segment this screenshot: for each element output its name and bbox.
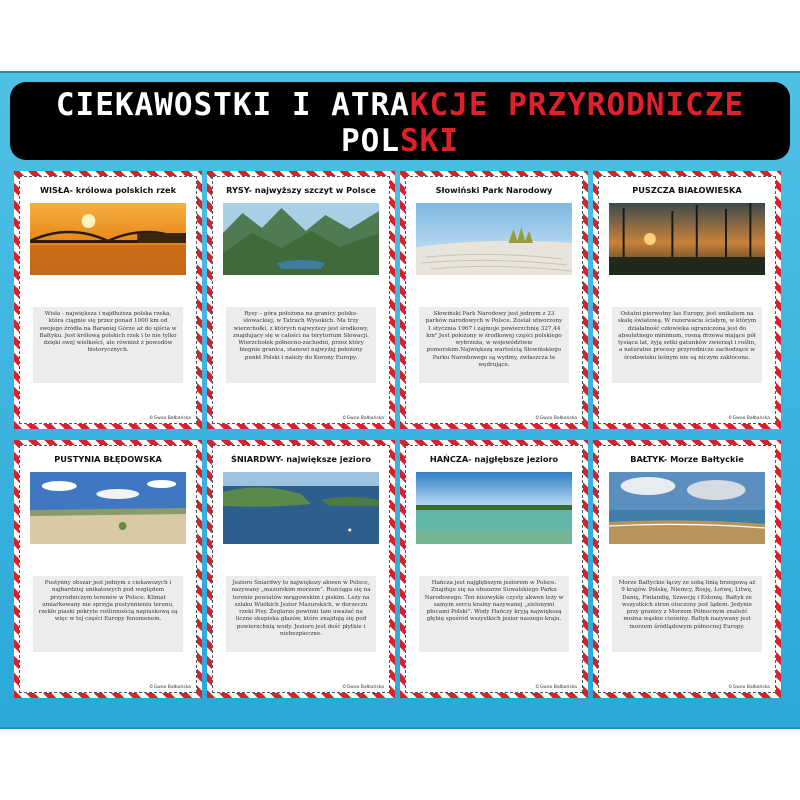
card-credit: ©Gwoo Bałbańska [728,685,770,690]
card-inner [405,445,583,693]
card-inner [19,445,197,693]
card-credit: ©Gwoo Bałbańska [535,685,577,690]
card-title: BAŁTYK- Morze Bałtyckie [630,454,744,464]
card-title: PUSTYNIA BŁĘDOWSKA [54,454,162,464]
card-title: PUSZCZA BIAŁOWIESKA [632,185,742,195]
sea-beach-clouds-photo [609,472,765,544]
card-title: RYSY- najwyższy szczyt w Polsce [226,185,376,195]
card-hancza [400,440,588,698]
card-credit: ©Gwoo Bałbańska [342,416,384,421]
card-pustynia [14,440,202,698]
card-wisla [14,171,202,429]
title-line-1-white: CIEKAWOSTKI I ATRA [55,87,410,123]
card-inner [19,176,197,424]
card-credit: ©Gwoo Bałbańska [149,416,191,421]
card-baltyk [593,440,781,698]
card-description: Jezioro Śniardwy to największy akwen w Polsce, nazywany „mazurskim morzem”. Rozciąga się na terenie powiatów mrągowskim i piskim. Leży na szlaku Wielkich Jezior Mazurskich, w dorzeczu rzeki Pisy. Żeglarze powinni tam uważać na liczne skupiska głazów, które znajdują się pod powierzchnią wody. Jezioro jest dość płytkie i niebezpieczne. [226,576,376,652]
title-line-2 [10,123,790,159]
card-inner [405,176,583,424]
card-description: Pustynny obszar jest jednym z ciekawszych i najbardziej unikatowych pod względem przyrodniczym terenów w Polsce. Klimat umiarkowany nie sprzyja pustynnieniu terenu, rzekło piaski pokryte roślinnością napiaskową są więc w tej części Europy fenomenem. [33,576,183,652]
sand-dunes-photo [416,203,572,275]
card-description: Słowiński Park Narodowy jest jednym z 23 parków narodowych w Polsce. Został utworzony 1 stycznia 1967 i zajmuje powierzchnię 327,44 km² Jest położony w środkowej części polskiego wybrzeża, w województwie pomorskim.Największą wartością Słowińskiego Parku Narodowego są wydmy, zwłaszcza te wędrujące. [419,307,569,383]
card-credit: ©Gwoo Bałbańska [149,685,191,690]
card-inner [598,176,776,424]
card-title: WISŁA- królowa polskich rzek [39,185,177,195]
card-description: Morze Bałtyckie łączy ze sobą linią brzegową aż 9 krajów. Polskę, Niemcy, Rosję, Łotwę, Litwę, Danię, Finlandię, Szwecję i Estonię. Bałtyk ze wszystkich stron otoczony jest lądem. Jedynie przy granicy z Morzem Północnym znaleźć można wąskie cieśniny. Bałtyk nazywany jest morzem śródlądowym północnej Europy. [612,576,762,652]
card-description: Rysy – góra położona na granicy polsko-słowackiej, w Tatrach Wysokich. Ma trzy wierzchołki, z których najwyższy jest środkowy, znajdujący się w całości na terytorium Słowacji. Wierzchołek północno-zachodni, przez który biegnie granica, stanowi najwyżej położony punkt Polski i należy do Korony Europy. [226,307,376,383]
card-bialowieza [593,171,781,429]
card-inner [212,445,390,693]
desert-clouds-photo [30,472,186,544]
card-inner [212,176,390,424]
card-credit: ©Gwoo Bałbańska [728,416,770,421]
card-description: Wisła - największa i najdłuższa polska rzeka, która ciągnie się przez ponad 1000 km od swojego źródła na Baraniej Górze aż do ujścia w Bałtyku. Jest królową polskich rzek i to nie tylko dzięki swej wielkości, ale również z powodów historycznych. [33,307,183,383]
card-inner [598,445,776,693]
title-line-2-white: POL [341,123,400,159]
mountains-lake-photo [223,203,379,275]
card-sniardwy [207,440,395,698]
title-line-1-red: KCJE PRZYRODNICZE [409,87,745,123]
title-banner [10,82,790,160]
card-credit: ©Gwoo Bałbańska [342,685,384,690]
card-credit: ©Gwoo Bałbańska [535,416,577,421]
card-title: ŚNIARDWY- największe jezioro [230,454,372,464]
river-bridge-sunset-photo [30,203,186,275]
card-title: Słowiński Park Narodowy [435,185,553,195]
card-title: HAŃCZA- najgłębsze jezioro [429,454,559,464]
calm-lake-photo [416,472,572,544]
title-line-1 [10,87,790,123]
lake-islands-photo [223,472,379,544]
forest-swamp-sunrise-photo [609,203,765,275]
card-description: Hańcza jest najgłębszym jeziorem w Polsce. Znajduje się na obszarze Suwalskiego Parku Narodowego. Ten niezwykle czysty akwen leży w samym sercu krainy nazywanej „zielonymi płucami Polski”. Wody Hańczy kryją największą głębię spośród wszystkich jezior naszego kraju. [419,576,569,652]
title-line-2-red: SKI [400,123,459,159]
card-description: Ostatni pierwotny las Europy, jest unikatem na skalę światową. W rezerwacie ścisłym, w którym działalność człowieka ograniczona jest do absolutnego minimum, rosną drzewa mające pół tysiąca lat, żyją setki gatunków zwierząt i roślin, a naturalne procesy przyrodnicze zachodzące w środowisku leśnym nie są niczym zakłócone. [612,307,762,383]
card-slowinski [400,171,588,429]
card-rysy [207,171,395,429]
